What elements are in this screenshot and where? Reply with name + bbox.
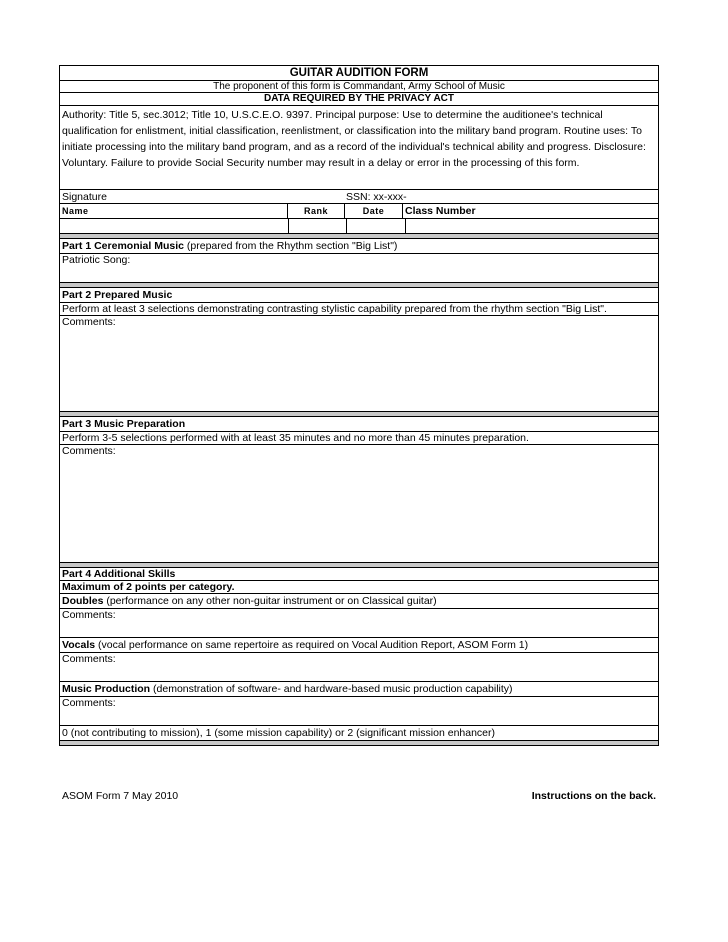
- music-production-row: [60, 682, 658, 697]
- form-title: GUITAR AUDITION FORM: [60, 66, 658, 81]
- vocals-label: Vocals: [62, 639, 96, 651]
- name-entry-row: [60, 219, 658, 234]
- doubles-row: [60, 594, 658, 609]
- date-field[interactable]: [347, 219, 406, 233]
- ssn-label: SSN: xx-xxx-: [346, 191, 407, 203]
- part3-instruction: Perform 3-5 selections performed with at least 35 minutes and no more than 45 minutes preparation.: [60, 432, 658, 445]
- authority-statement: Authority: Title 5, sec.3012; Title 10, U.S.C.E.O. 9397. Principal purpose: Use to determine the auditionee's technical qualification for enlistment, initial classification, reenlistment, or classification into the military band program. Routine uses: To initiate processing into the military band program, and as a record of the individual's technical ability and progress. Disclosure: Voluntary. Failure to provide Social Security number may result in a delay or error in the processing of this form.: [60, 106, 658, 190]
- part1-note: (prepared from the Rhythm section "Big List"): [186, 240, 398, 252]
- part2-comments-field[interactable]: [60, 316, 658, 412]
- name-field[interactable]: [60, 219, 289, 233]
- signature-row[interactable]: [60, 190, 658, 204]
- rank-field[interactable]: [289, 219, 347, 233]
- part4-max-points: Maximum of 2 points per category.: [60, 581, 658, 594]
- scoring-scale: 0 (not contributing to mission), 1 (some mission capability) or 2 (significant mission enhancer): [60, 726, 658, 741]
- privacy-act-heading: DATA REQUIRED BY THE PRIVACY ACT: [60, 93, 658, 106]
- form-id: ASOM Form 7 May 2010: [62, 790, 179, 802]
- form-footer: [62, 789, 656, 803]
- part3-comments-label: Comments:: [62, 445, 116, 457]
- music-production-comments-label: Comments:: [62, 697, 116, 709]
- instructions-note: Instructions on the back.: [531, 790, 656, 802]
- patriotic-song-field[interactable]: [60, 254, 658, 283]
- guitar-audition-form: [59, 65, 659, 746]
- vocals-comments-field[interactable]: [60, 653, 658, 682]
- part4-heading: Part 4 Additional Skills: [60, 568, 658, 581]
- patriotic-song-label: Patriotic Song:: [62, 254, 131, 266]
- doubles-comments-label: Comments:: [62, 609, 116, 621]
- section-separator: [60, 741, 658, 746]
- class-number-label: Class Number: [405, 205, 476, 217]
- name-header-row: [60, 204, 658, 219]
- vocals-note: (vocal performance on same repertoire as required on Vocal Audition Report, ASOM Form 1): [98, 639, 529, 651]
- music-production-label: Music Production: [62, 683, 151, 695]
- part1-heading: Part 1 Ceremonial Music: [62, 240, 184, 252]
- music-production-comments-field[interactable]: [60, 697, 658, 726]
- doubles-label: Doubles: [62, 595, 104, 607]
- part1-heading-row: [60, 239, 658, 254]
- doubles-note: (performance on any other non-guitar instrument or on Classical guitar): [106, 595, 437, 607]
- part3-comments-field[interactable]: [60, 445, 658, 563]
- part3-heading: Part 3 Music Preparation: [60, 417, 658, 432]
- rank-label: Rank: [288, 204, 345, 218]
- signature-label: Signature: [62, 191, 107, 203]
- part2-instruction: Perform at least 3 selections demonstrating contrasting stylistic capability prepared from the rhythm section "Big List".: [60, 303, 658, 316]
- part2-heading: Part 2 Prepared Music: [60, 288, 658, 303]
- music-production-note: (demonstration of software- and hardware-based music production capability): [153, 683, 513, 695]
- doubles-comments-field[interactable]: [60, 609, 658, 638]
- vocals-row: [60, 638, 658, 653]
- date-label: Date: [345, 204, 403, 218]
- part2-comments-label: Comments:: [62, 316, 116, 328]
- vocals-comments-label: Comments:: [62, 653, 116, 665]
- proponent-line: The proponent of this form is Commandant, Army School of Music: [60, 81, 658, 93]
- name-label: Name: [60, 204, 288, 218]
